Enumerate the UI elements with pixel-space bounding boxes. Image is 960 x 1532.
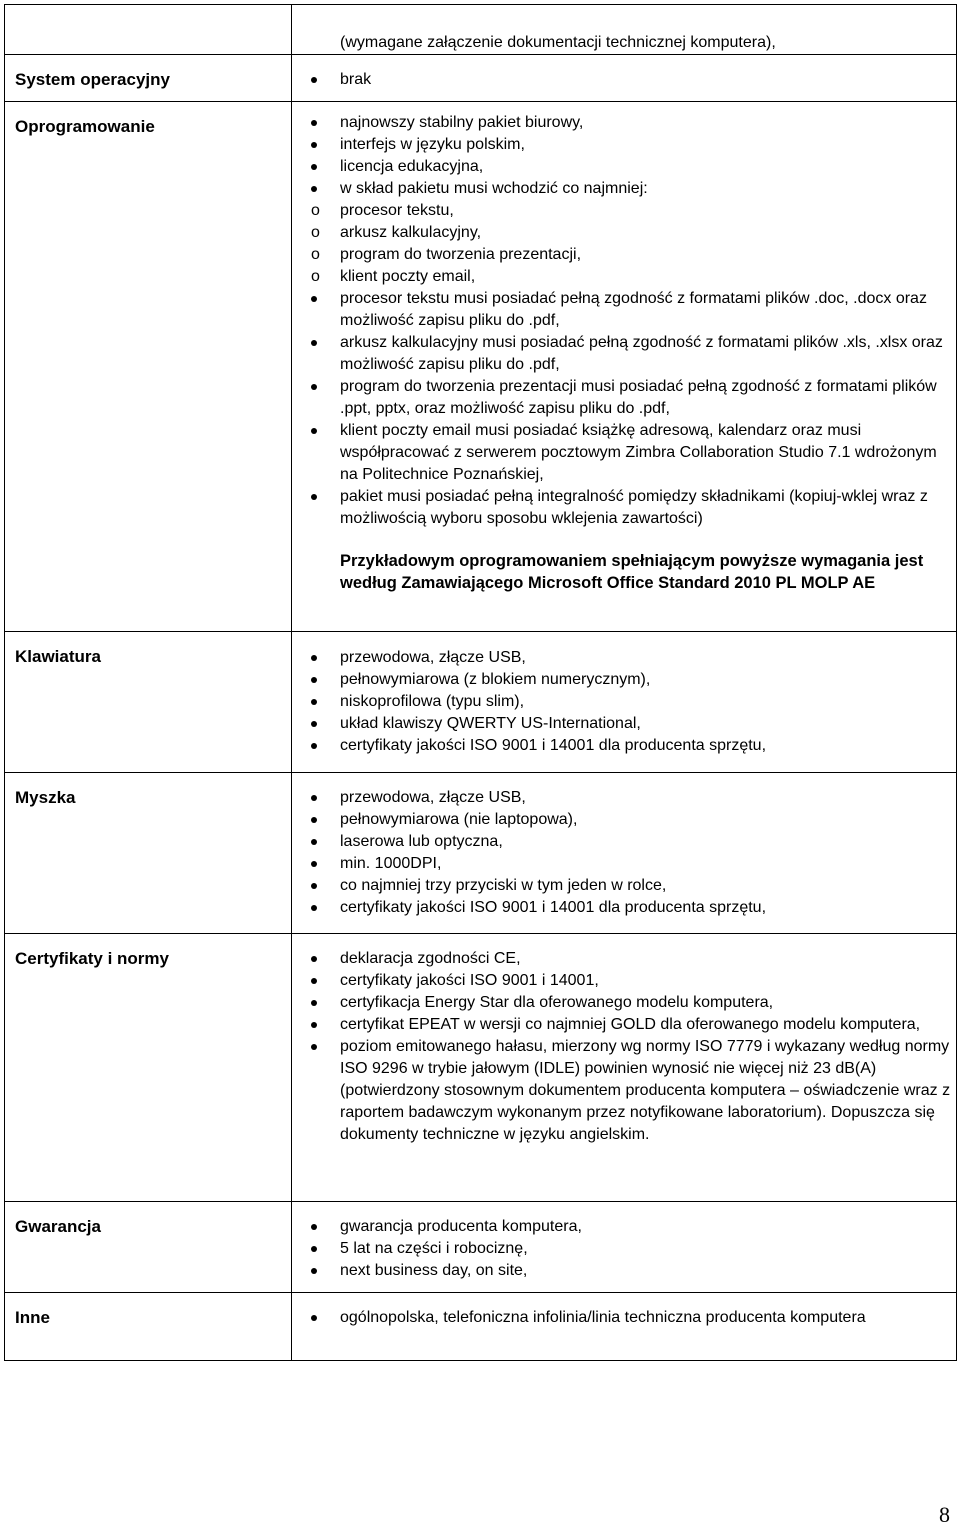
item-list <box>302 1307 952 1329</box>
content-cell <box>292 773 957 934</box>
sub-list-item: o procesor tekstu, <box>302 200 952 222</box>
list-item: klient poczty email musi posiadać książkę adresową, kalendarz oraz musi współpracować z serwerem pocztowym Zimbra Collaboration Studio 7.1 wdrożonym na Politechnice Poznańskiej, <box>302 420 952 486</box>
list-item: pełnowymiarowa (nie laptopowa), <box>302 809 952 831</box>
table-row-software <box>5 102 957 632</box>
page-number: 8 <box>939 1502 950 1527</box>
content-cell <box>292 5 957 55</box>
table-row-keyboard <box>5 632 957 773</box>
row-label: System operacyjny <box>5 55 292 102</box>
list-item: niskoprofilowa (typu slim), <box>302 691 952 713</box>
item-list <box>302 1216 952 1282</box>
sub-list-item: o program do tworzenia prezentacji, <box>302 244 952 266</box>
row-label: Certyfikaty i normy <box>5 934 292 1202</box>
list-item: certyfikaty jakości ISO 9001 i 14001 dla producenta sprzętu, <box>302 897 952 919</box>
list-item: certyfikaty jakości ISO 9001 i 14001 dla producenta sprzętu, <box>302 735 952 757</box>
list-item: certyfikat EPEAT w wersji co najmniej GOLD dla oferowanego modelu komputera, <box>302 1014 952 1036</box>
list-item: min. 1000DPI, <box>302 853 952 875</box>
list-item: arkusz kalkulacyjny musi posiadać pełną zgodność z formatami plików .xls, .xlsx oraz możliwość zapisu pliku do .pdf, <box>302 332 952 376</box>
list-item: co najmniej trzy przyciski w tym jeden w rolce, <box>302 875 952 897</box>
list-item: przewodowa, złącze USB, <box>302 647 952 669</box>
sub-list-item: o arkusz kalkulacyjny, <box>302 222 952 244</box>
specification-table <box>4 4 957 1361</box>
list-item: certyfikacja Energy Star dla oferowanego modelu komputera, <box>302 992 952 1014</box>
row-label: Klawiatura <box>5 632 292 773</box>
list-item: next business day, on site, <box>302 1260 952 1282</box>
list-item: laserowa lub optyczna, <box>302 831 952 853</box>
table-row-other <box>5 1293 957 1361</box>
list-item: licencja edukacyjna, <box>302 156 952 178</box>
row-label: Oprogramowanie <box>5 102 292 632</box>
list-item: interfejs w języku polskim, <box>302 134 952 156</box>
list-item: najnowszy stabilny pakiet biurowy, <box>302 112 952 134</box>
list-item: program do tworzenia prezentacji musi posiadać pełną zgodność z formatami plików .ppt, pptx, oraz możliwość zapisu pliku do .pdf, <box>302 376 952 420</box>
content-cell <box>292 934 957 1202</box>
list-item: w skład pakietu musi wchodzić co najmniej: <box>302 178 952 200</box>
table-row <box>5 5 957 55</box>
table-row-system <box>5 55 957 102</box>
item-list <box>302 948 952 1146</box>
row-label: Inne <box>5 1293 292 1361</box>
list-item: procesor tekstu musi posiadać pełną zgodność z formatami plików .doc, .docx oraz możliwość zapisu pliku do .pdf, <box>302 288 952 332</box>
content-cell <box>292 1293 957 1361</box>
empty-label-cell <box>5 5 292 55</box>
top-row-text: (wymagane załączenie dokumentacji technicznej komputera), <box>340 34 776 51</box>
item-list <box>302 787 952 919</box>
table-row-mouse <box>5 773 957 934</box>
list-item: 5 lat na części i robociznę, <box>302 1238 952 1260</box>
row-label: Gwarancja <box>5 1202 292 1293</box>
list-item: deklaracja zgodności CE, <box>302 948 952 970</box>
list-item: pełnowymiarowa (z blokiem numerycznym), <box>302 669 952 691</box>
list-item: pakiet musi posiadać pełną integralność pomiędzy składnikami (kopiuj-wklej wraz z możliwością wyboru sposobu wklejenia zawartości) <box>302 486 952 530</box>
sub-list-item: o klient poczty email, <box>302 266 952 288</box>
list-item: układ klawiszy QWERTY US-International, <box>302 713 952 735</box>
content-cell <box>292 1202 957 1293</box>
list-item: poziom emitowanego hałasu, mierzony wg normy ISO 7779 i wykazany według normy ISO 9296 w trybie jałowym (IDLE) powinien wynosić nie więcej niż 23 dB(A) (potwierdzony stosownym dokumentem producenta komputera – oświadczenie wraz z raportem badawczym wykonanym przez notyfikowane laboratorium). Dopuszcza się dokumenty techniczne w języku angielskim. <box>302 1036 952 1146</box>
list-item: certyfikaty jakości ISO 9001 i 14001, <box>302 970 952 992</box>
recommended-software-note: Przykładowym oprogramowaniem spełniającym powyższe wymagania jest według Zamawiającego Microsoft Office Standard 2010 PL MOLP AE <box>340 552 924 592</box>
list-item: gwarancja producenta komputera, <box>302 1216 952 1238</box>
table-row-warranty <box>5 1202 957 1293</box>
content-cell <box>292 632 957 773</box>
item-list <box>302 647 952 757</box>
item-list <box>302 112 952 530</box>
row-label: Myszka <box>5 773 292 934</box>
content-cell <box>292 102 957 632</box>
list-item: przewodowa, złącze USB, <box>302 787 952 809</box>
list-item: ogólnopolska, telefoniczna infolinia/linia techniczna producenta komputera <box>302 1307 952 1329</box>
list-item: brak <box>302 69 952 91</box>
content-cell <box>292 55 957 102</box>
item-list <box>302 69 952 91</box>
table-row-certs <box>5 934 957 1202</box>
